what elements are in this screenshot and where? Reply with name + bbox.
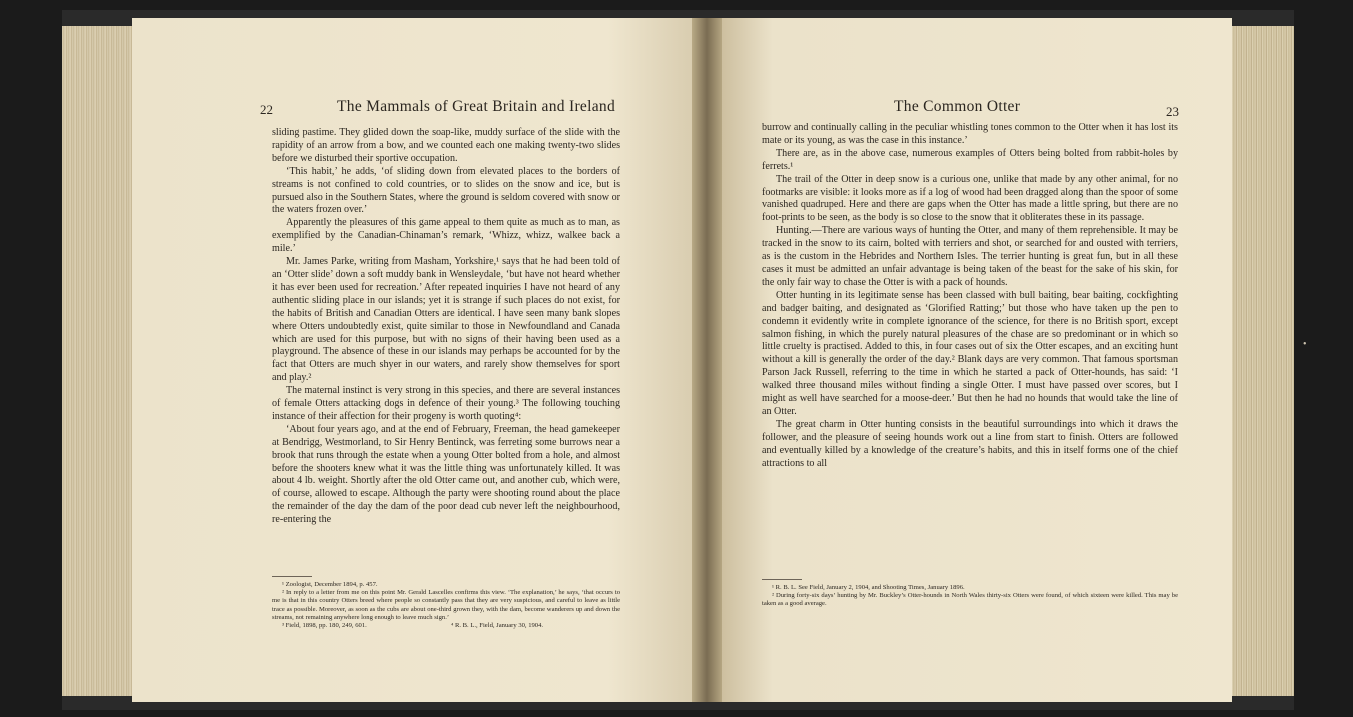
paragraph: There are, as in the above case, numerous examples of Otters being bolted from rabbit-holes by ferrets.¹ (762, 147, 1178, 172)
paragraph: ‘This habit,’ he adds, ‘of sliding down from elevated places to the borders of streams is not confined to cold countries, or to slides on the snow and ice, but is pursued also in the Southern States, where the ground is seldom covered with snow or the waters frozen over.’ (272, 165, 620, 216)
paragraph: The great charm in Otter hunting consists in the beautiful surroundings into which it draws the follower, and the pleasure of seeing hounds work out a line from start to finish. Otters are followed and eventually killed by a knowledge of the creature’s habits, and this in itself forms one of the chief attractions to all (762, 418, 1178, 469)
gutter (692, 18, 722, 702)
footnote-rule (762, 579, 802, 580)
footnote-row (272, 622, 620, 630)
right-page (722, 18, 1232, 702)
footnote-rule (272, 576, 312, 577)
body-text (762, 122, 1178, 470)
footnotes (762, 584, 1178, 609)
page-number: 22 (260, 102, 273, 117)
left-page-edges (62, 26, 132, 696)
footnote: ² During forty-six days’ hunting by Mr. Buckley’s Otter-hounds in North Wales thirty-six Otters were found, of which sixteen were killed. This may be taken as a good average. (762, 592, 1178, 608)
paragraph: burrow and continually calling in the peculiar whistling tones common to the Otter when it has lost its mate or its young, as was the case in this instance.’ (762, 122, 1178, 146)
paragraph: ‘About four years ago, and at the end of February, Freeman, the head gamekeeper at Bendrigg, Westmorland, to Sir Henry Bentinck, was ferreting some burrows near a brook that runs through the estate when a young Otter bolted from a hole, and almost before the shooters knew what it was the little thing was unfortunately killed. It was about 4 lb. weight. Shortly after the old Otter came out, and another cub, which were, of course, allowed to escape. Although the party were shooting round about the place the remainder of the day the dam of the poor dead cub never left the neighbourhood, re-entering the (272, 423, 620, 526)
paragraph: sliding pastime. They glided down the soap-like, muddy surface of the slide with the rapidity of an arrow from a bow, and we counted each one making twenty-two slides before we disturbed their sportive occupation. (272, 127, 620, 164)
footnote: ³ Field, 1898, pp. 180, 249, 601. (282, 622, 367, 630)
margin-mark: • (1303, 339, 1307, 350)
running-head: The Common Otter (894, 98, 1021, 115)
paragraph: Otter hunting in its legitimate sense has been classed with bull baiting, bear baiting, cockfighting and badger baiting, and designated as ‘Glorified Ratting;’ but those who have taken up the pen to condemn it evidently write in complete ignorance of the science, for there is no British sport, except salmon fishing, in which the purely natural pleasures of the chase are so predominant or in which so little cruelty is practised. Added to this, in four cases out of six the Otter escapes, and an exciting hunt without a kill is generally the order of the day.² Blank days are very common. That famous sportsman Parson Jack Russell, referring to the time in which he started a pack of Otter-hounds, has said: ‘I walked three thousand miles without finding a single Otter. I must have passed over scores, but I might as well have searched for a moose-deer.’ But then he had no hounds that would take the line of an Otter. (762, 289, 1178, 417)
footnotes (272, 581, 620, 630)
left-page (132, 18, 692, 702)
footnote: ¹ Zoologist, December 1894, p. 457. (282, 581, 378, 588)
paragraph: The trail of the Otter in deep snow is a curious one, unlike that made by any other animal, for no footmarks are visible: it looks more as if a log of wood had been dragged along than the spoor of some vanished quadruped. Here and there are gaps when the Otter has made a little spring, but there are no foot-prints to be seen, as the body is so close to the snow that it obliterates these in its passage. (762, 173, 1178, 224)
running-head: The Mammals of Great Britain and Ireland (337, 98, 615, 115)
paragraph: Mr. James Parke, writing from Masham, Yorkshire,¹ says that he had been told of an ‘Otter slide’ down a soft muddy bank in Wensleydale, ‘but have not heard whether it has ever been used for recreation.’ After repeated inquiries I have not heard of any authentic sliding place in our islands; yet it is strange if such places do not exist, for the habits of British and Canadian Otters are identical. I have seen many bank slopes where Otters undoubtedly exist, quite similar to those in Newfoundland and Canada which are used for this purpose, but with no signs of their having been used as a playground. The absence of these in our islands may perhaps be accounted for by the fact that Otters are much shyer in our waters, and rarely show themselves for sport and play.² (272, 256, 620, 384)
page-number: 23 (1166, 104, 1179, 119)
paragraph: Hunting.—There are various ways of hunting the Otter, and many of them reprehensible. It may be tracked in the snow to its cairn, bolted with terriers and shot, or searched for and ousted with terriers, as is the custom in the Hebrides and Northern Isles. The terrier hunting is great fun, but in all these cases it must be admitted an unfair advantage is being taken of the beast for the sake of his skin, for the only fair way to chase the Otter is with a pack of hounds. (762, 225, 1178, 288)
footnote: ⁴ R. B. L., Field, January 30, 1904. (451, 622, 544, 630)
body-text (272, 127, 620, 527)
paragraph: Apparently the pleasures of this game appeal to them quite as much as to man, as exemplified by the Canadian-Chinaman’s remark, ‘Whizz, whizz, walkee back a mile.’ (272, 217, 620, 255)
footnote: ² In reply to a letter from me on this point Mr. Gerald Lascelles confirms this view. ‘The explanation,’ he says, ‘that occurs to me is that in this country Otters breed where people so constantly pass that they are very suspicious, and careful to leave as little trace as possible. Moreover, as soon as the cubs are about one-third grown they, with the dam, become wanderers up and down the streams, not remaining anywhere long enough to leave much sign.’ (272, 589, 620, 621)
footnote: ¹ R. B. L. See Field, January 2, 1904, and Shooting Times, January 1896. (772, 584, 965, 591)
paragraph: The maternal instinct is very strong in this species, and there are several instances of female Otters attacking dogs in defence of their young.³ The following touching instance of their affection for their progeny is worth quoting⁴: (272, 385, 620, 422)
right-page-edges (1232, 26, 1294, 696)
